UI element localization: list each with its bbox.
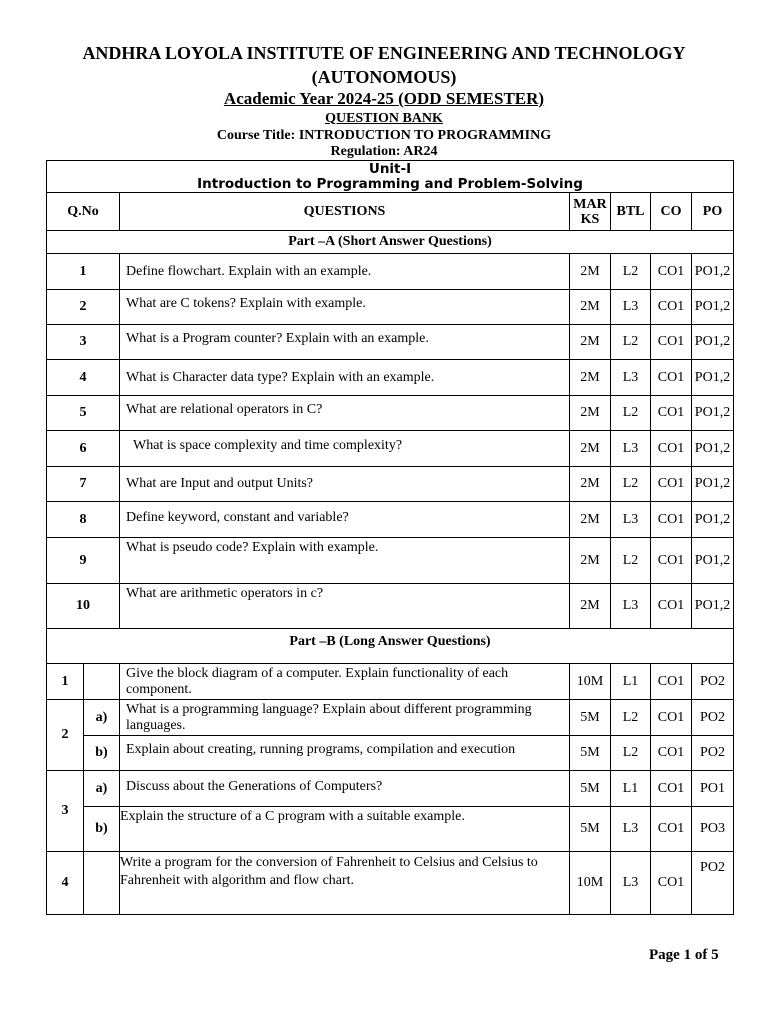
marks-cell: 2M xyxy=(570,325,611,360)
po-cell: PO1,2 xyxy=(692,290,734,325)
marks-cell: 5M xyxy=(570,807,611,852)
po-cell: PO2 xyxy=(692,700,734,736)
btl-cell: L3 xyxy=(611,431,651,467)
btl-cell: L2 xyxy=(611,700,651,736)
po-cell: PO1,2 xyxy=(692,431,734,467)
institute-name: ANDHRA LOYOLA INSTITUTE OF ENGINEERING AND TECHNOLOGY xyxy=(82,43,686,63)
marks-cell: 10M xyxy=(570,664,611,700)
marks-cell: 2M xyxy=(570,431,611,467)
question-text: What are Input and output Units? xyxy=(120,467,570,502)
part-b-heading-row xyxy=(47,629,734,664)
co-cell: CO1 xyxy=(651,467,692,502)
co-cell: CO1 xyxy=(651,584,692,629)
column-header-row xyxy=(47,193,734,231)
po-cell: PO1,2 xyxy=(692,360,734,396)
col-btl: BTL xyxy=(611,193,651,231)
btl-cell: L3 xyxy=(611,360,651,396)
question-text: What are C tokens? Explain with example. xyxy=(120,290,570,325)
question-number: 3 xyxy=(47,325,120,360)
co-cell: CO1 xyxy=(651,360,692,396)
table-row xyxy=(47,852,734,915)
marks-cell: 2M xyxy=(570,360,611,396)
question-text: What are arithmetic operators in c? xyxy=(120,584,570,629)
course-title: Course Title: INTRODUCTION TO PROGRAMMING xyxy=(216,128,552,143)
part-a-heading-row xyxy=(47,231,734,254)
sub-question-label: b) xyxy=(84,807,120,852)
po-cell: PO1,2 xyxy=(692,467,734,502)
table-row xyxy=(47,664,734,700)
col-qno: Q.No xyxy=(47,193,120,231)
marks-cell: 5M xyxy=(570,771,611,807)
doc-type: QUESTION BANK xyxy=(325,111,443,126)
table-row xyxy=(47,290,734,325)
question-number: 8 xyxy=(47,502,120,538)
po-cell: PO1,2 xyxy=(692,254,734,290)
po-cell: PO1,2 xyxy=(692,584,734,629)
table-row xyxy=(47,700,734,736)
regulation: Regulation: AR24 xyxy=(330,144,438,159)
unit-header-row xyxy=(47,161,734,193)
btl-cell: L2 xyxy=(611,736,651,771)
table-row xyxy=(47,538,734,584)
po-cell: PO1,2 xyxy=(692,538,734,584)
part-b-heading: Part –B (Long Answer Questions) xyxy=(47,629,734,664)
marks-cell: 2M xyxy=(570,290,611,325)
co-cell: CO1 xyxy=(651,254,692,290)
question-number: 7 xyxy=(47,467,120,502)
table-row xyxy=(47,467,734,502)
btl-cell: L1 xyxy=(611,771,651,807)
sub-question-label: a) xyxy=(84,700,120,736)
co-cell: CO1 xyxy=(651,852,692,915)
po-cell: PO1,2 xyxy=(692,396,734,431)
unit-title: Introduction to Programming and Problem-Solving xyxy=(197,175,583,192)
co-cell: CO1 xyxy=(651,807,692,852)
question-number: 9 xyxy=(47,538,120,584)
col-po: PO xyxy=(692,193,734,231)
co-cell: CO1 xyxy=(651,325,692,360)
question-number: 6 xyxy=(47,431,120,467)
part-a-heading: Part –A (Short Answer Questions) xyxy=(47,231,734,254)
question-text: Explain the structure of a C program with a suitable example. xyxy=(120,807,570,852)
unit-header xyxy=(47,161,734,193)
btl-cell: L2 xyxy=(611,538,651,584)
page-number: Page 1 of 5 xyxy=(649,947,719,963)
question-number: 4 xyxy=(47,852,84,915)
sub-question-label: a) xyxy=(84,771,120,807)
question-number: 5 xyxy=(47,396,120,431)
question-text: Explain about creating, running programs, compilation and execution xyxy=(120,736,570,771)
marks-cell: 5M xyxy=(570,700,611,736)
question-text: What is pseudo code? Explain with example. xyxy=(120,538,570,584)
question-number: 2 xyxy=(47,290,120,325)
question-text: What is space complexity and time complexity? xyxy=(120,431,570,467)
co-cell: CO1 xyxy=(651,431,692,467)
po-cell: PO2 xyxy=(692,664,734,700)
question-text: Define flowchart. Explain with an example. xyxy=(120,254,570,290)
question-number: 10 xyxy=(47,584,120,629)
sub-question-label xyxy=(84,852,120,915)
question-text: Discuss about the Generations of Computers? xyxy=(120,771,570,807)
co-cell: CO1 xyxy=(651,771,692,807)
btl-cell: L3 xyxy=(611,807,651,852)
marks-cell: 2M xyxy=(570,538,611,584)
co-cell: CO1 xyxy=(651,538,692,584)
table-row xyxy=(47,771,734,807)
question-number: 2 xyxy=(47,700,84,771)
question-number: 1 xyxy=(47,254,120,290)
question-number: 3 xyxy=(47,771,84,852)
autonomous-label: (AUTONOMOUS) xyxy=(311,67,457,87)
table-row xyxy=(47,360,734,396)
btl-cell: L3 xyxy=(611,584,651,629)
btl-cell: L3 xyxy=(611,852,651,915)
col-co: CO xyxy=(651,193,692,231)
sub-question-label xyxy=(84,664,120,700)
question-bank-table xyxy=(46,160,734,915)
question-text: What is a programming language? Explain about different programming languages. xyxy=(120,700,570,736)
question-text: What is Character data type? Explain with an example. xyxy=(120,360,570,396)
marks-cell: 5M xyxy=(570,736,611,771)
po-cell: PO1,2 xyxy=(692,325,734,360)
sub-question-label: b) xyxy=(84,736,120,771)
question-text: Define keyword, constant and variable? xyxy=(120,502,570,538)
po-cell: PO1,2 xyxy=(692,502,734,538)
question-text: What is a Program counter? Explain with an example. xyxy=(120,325,570,360)
co-cell: CO1 xyxy=(651,736,692,771)
btl-cell: L1 xyxy=(611,664,651,700)
table-row xyxy=(47,736,734,771)
co-cell: CO1 xyxy=(651,700,692,736)
po-cell: PO2 xyxy=(692,736,734,771)
btl-cell: L2 xyxy=(611,325,651,360)
question-number: 4 xyxy=(47,360,120,396)
marks-cell: 2M xyxy=(570,502,611,538)
btl-cell: L2 xyxy=(611,467,651,502)
question-text: Give the block diagram of a computer. Explain functionality of each component. xyxy=(120,664,570,700)
btl-cell: L2 xyxy=(611,396,651,431)
table-row xyxy=(47,396,734,431)
table-row xyxy=(47,325,734,360)
table-row xyxy=(47,584,734,629)
col-marks: MAR KS xyxy=(570,193,611,231)
po-cell: PO2 xyxy=(692,852,734,915)
btl-cell: L2 xyxy=(611,254,651,290)
table-row xyxy=(47,254,734,290)
btl-cell: L3 xyxy=(611,502,651,538)
marks-cell: 2M xyxy=(570,584,611,629)
co-cell: CO1 xyxy=(651,664,692,700)
co-cell: CO1 xyxy=(651,396,692,431)
co-cell: CO1 xyxy=(651,290,692,325)
question-text: Write a program for the conversion of Fahrenheit to Celsius and Celsius to Fahrenheit with algorithm and flow chart. xyxy=(120,852,570,915)
po-cell: PO1 xyxy=(692,771,734,807)
table-row xyxy=(47,502,734,538)
table-row xyxy=(47,431,734,467)
academic-year: Academic Year 2024-25 (ODD SEMESTER) xyxy=(223,89,545,108)
table-row xyxy=(47,807,734,852)
marks-cell: 2M xyxy=(570,467,611,502)
co-cell: CO1 xyxy=(651,502,692,538)
marks-cell: 2M xyxy=(570,254,611,290)
col-questions: QUESTIONS xyxy=(120,193,570,231)
question-text: What are relational operators in C? xyxy=(120,396,570,431)
marks-cell: 10M xyxy=(570,852,611,915)
marks-cell: 2M xyxy=(570,396,611,431)
question-number: 1 xyxy=(47,664,84,700)
btl-cell: L3 xyxy=(611,290,651,325)
unit-label: Unit-I xyxy=(368,160,412,177)
po-cell: PO3 xyxy=(692,807,734,852)
